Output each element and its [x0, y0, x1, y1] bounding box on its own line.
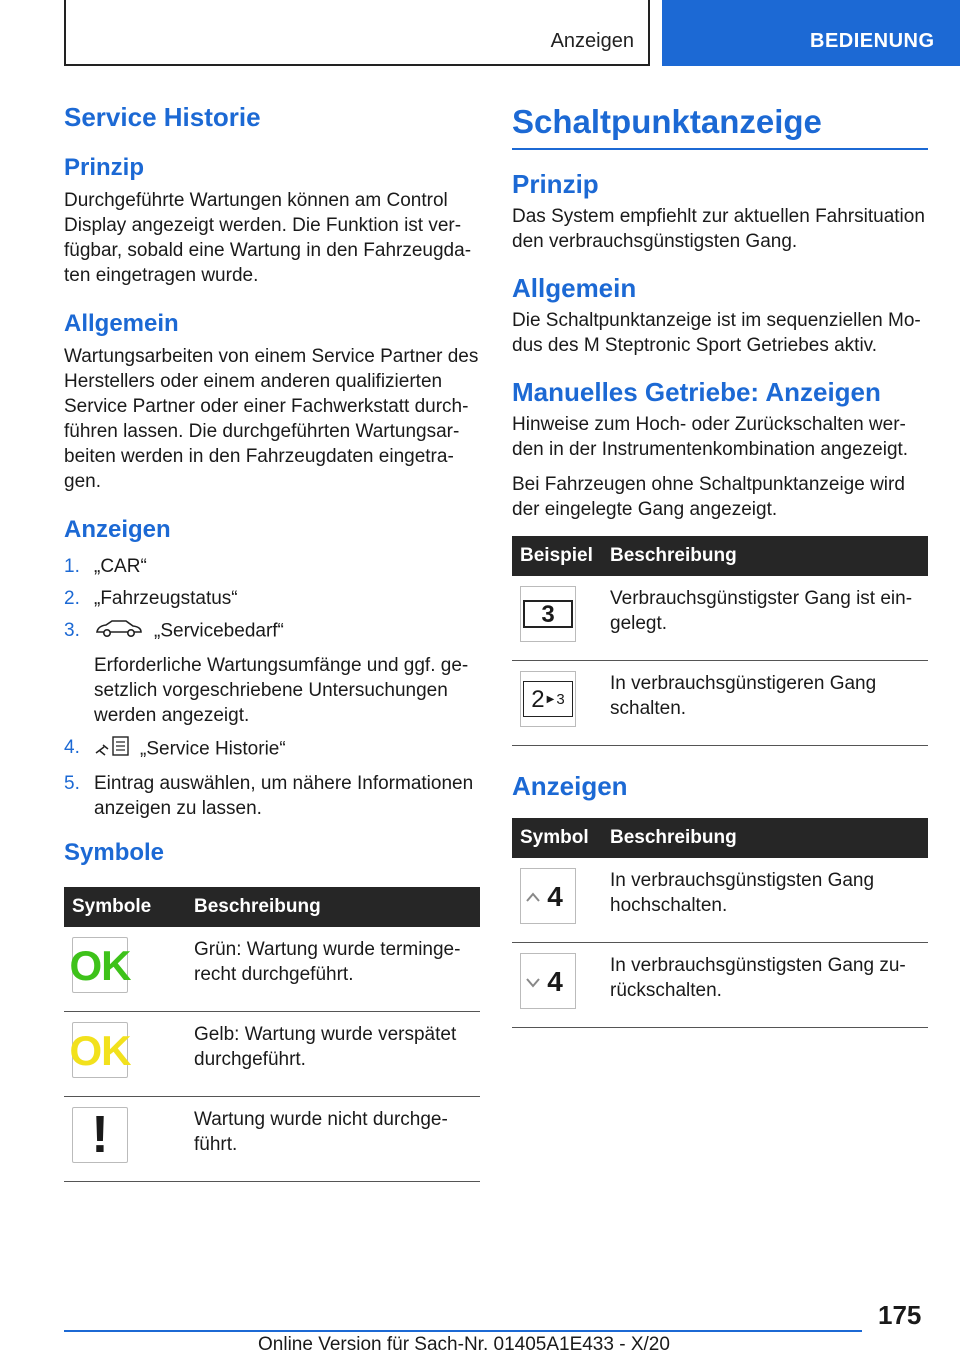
allgemein-heading: Allgemein	[512, 273, 637, 303]
step-number: 1.	[64, 556, 80, 577]
allgemein-heading: Allgemein	[64, 310, 179, 337]
footer-text: Online Version für Sach-Nr. 01405A1E433 - X/20	[258, 1334, 670, 1355]
step-text: „Servicebedarf“	[154, 620, 284, 642]
table-cell: In verbrauchsgünstigsten Gang hochschalten.	[602, 858, 928, 943]
beispiel-table	[512, 536, 928, 746]
table-header-beschreibung: Beschreibung	[186, 887, 480, 927]
exclamation-icon: !	[72, 1107, 128, 1163]
step-number: 2.	[64, 588, 80, 609]
allgemein-text: Wartungsarbeiten von einem Service Partner des Herstellers oder einem anderen qualifizierten Service Partner oder einer Fachwerkstatt durchführen lassen. Die durchgeführten Wartungsarbeiten werden in den Fahrzeugdaten eingetragen.	[64, 346, 479, 492]
car-service-icon	[94, 618, 144, 645]
step-number: 5.	[64, 773, 80, 794]
gear-shift-2-3-icon: 2 ▶ 3	[520, 671, 576, 727]
table-row	[64, 927, 480, 1012]
step-number: 4.	[64, 737, 80, 758]
step-text: Eintrag auswählen, um nähere Informationen anzeigen zu lassen.	[94, 773, 474, 819]
list-item	[64, 554, 480, 579]
manuelles-getriebe-text-1: Hinweise zum Hoch- oder Zurückschalten werden in der Instrumentenkombination angezeigt.	[512, 414, 909, 460]
table-header-beschreibung: Beschreibung	[602, 536, 928, 576]
step-subtext: Erforderliche Wartungsumfänge und ggf. gesetzlich vorgeschriebene Untersuchungen werden angezeigt.	[94, 655, 469, 726]
left-column	[64, 100, 480, 1182]
ok-yellow-icon: OK	[72, 1022, 128, 1078]
table-header-beispiel: Beispiel	[512, 536, 602, 576]
anzeigen-heading: Anzeigen	[512, 771, 628, 801]
prinzip-heading: Prinzip	[64, 154, 145, 181]
service-history-icon	[94, 735, 130, 764]
step-text: „Fahrzeugstatus“	[94, 588, 238, 609]
step-text: „Service Historie“	[140, 738, 286, 760]
prinzip-text: Das System empfiehlt zur aktuellen Fahrsituation den verbrauchsgünstigsten Gang.	[512, 206, 925, 252]
table-row	[64, 1012, 480, 1097]
gear-3-icon: 3	[520, 586, 576, 642]
prinzip-heading: Prinzip	[512, 169, 599, 199]
step-number: 3.	[64, 620, 80, 641]
schaltpunktanzeige-title: Schaltpunktanzeige	[512, 100, 928, 150]
table-cell: Verbrauchsgünstigster Gang ist eingelegt.	[602, 576, 928, 661]
table-header-symbol: Symbol	[512, 818, 602, 858]
chapter-tab[interactable]: BEDIENUNG	[662, 0, 960, 66]
table-header-beschreibung: Beschreibung	[602, 818, 928, 858]
table-row	[64, 1097, 480, 1182]
prinzip-text: Durchgeführte Wartungen können am Control Display angezeigt werden. Die Funktion ist verfügbar, sobald eine Wartung in den Fahrzeugdaten eingetragen wurde.	[64, 190, 472, 286]
list-item	[64, 735, 480, 764]
footer-rule	[64, 1330, 862, 1332]
anzeigen-steps	[64, 554, 480, 821]
symbole-table	[64, 887, 480, 1182]
table-cell: Grün: Wartung wurde termingerecht durchgeführt.	[186, 927, 480, 1012]
manuelles-getriebe-text-2: Bei Fahrzeugen ohne Schaltpunktanzeige wird der eingelegte Gang angezeigt.	[512, 474, 905, 520]
table-header-symbole: Symbole	[64, 887, 186, 927]
step-text: „CAR“	[94, 556, 147, 577]
list-item	[64, 586, 480, 611]
symbole-heading: Symbole	[64, 839, 165, 866]
table-row	[512, 576, 928, 661]
list-item	[64, 771, 480, 821]
downshift-4-icon: 4	[520, 953, 576, 1009]
table-cell: Wartung wurde nicht durchgeführt.	[186, 1097, 480, 1182]
ok-green-icon: OK	[72, 937, 128, 993]
page-number: 175	[878, 1300, 922, 1330]
service-historie-title: Service Historie	[64, 102, 261, 132]
list-item	[64, 618, 480, 728]
table-cell: Gelb: Wartung wurde verspätet durchgeführt.	[186, 1012, 480, 1097]
symbol-table	[512, 818, 928, 1028]
allgemein-text: Die Schaltpunktanzeige ist im sequenziellen Modus des M Steptronic Sport Getriebes aktiv.	[512, 310, 921, 356]
manuelles-getriebe-heading: Manuelles Getriebe: Anzeigen	[512, 377, 881, 407]
table-cell: In verbrauchsgünstigsten Gang zurückschalten.	[602, 943, 928, 1028]
upshift-4-icon: 4	[520, 868, 576, 924]
right-column	[512, 100, 928, 1028]
table-cell: In verbrauchsgünstigeren Gang schalten.	[602, 661, 928, 746]
header-section-title: Anzeigen	[550, 30, 634, 52]
anzeigen-heading: Anzeigen	[64, 516, 171, 543]
table-row	[512, 858, 928, 943]
header-frame	[64, 0, 650, 66]
table-row	[512, 943, 928, 1028]
table-row	[512, 661, 928, 746]
